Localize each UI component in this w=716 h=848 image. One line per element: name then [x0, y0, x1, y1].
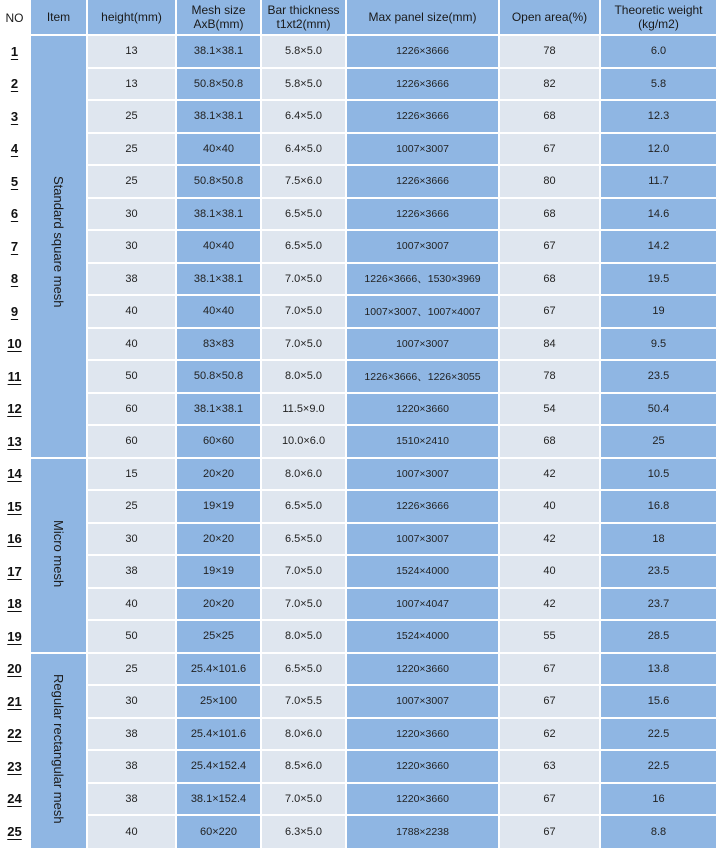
cell-theoretic-weight: 16.8 [600, 490, 716, 523]
header-max-panel-size: Max panel size(mm) [346, 0, 499, 35]
cell-height: 13 [87, 35, 176, 68]
cell-open-area: 40 [499, 555, 600, 588]
header-no: NO [0, 0, 30, 35]
table-row [0, 100, 716, 133]
cell-theoretic-weight: 23.5 [600, 360, 716, 393]
cell-open-area: 78 [499, 360, 600, 393]
cell-theoretic-weight: 13.8 [600, 653, 716, 686]
cell-theoretic-weight: 12.3 [600, 100, 716, 133]
cell-open-area: 40 [499, 490, 600, 523]
cell-height: 30 [87, 523, 176, 556]
cell-height: 25 [87, 165, 176, 198]
cell-no: 6 [0, 198, 30, 231]
cell-bar-thickness: 6.5×5.0 [261, 523, 346, 556]
cell-max-panel-size: 1007×3007 [346, 458, 499, 491]
cell-height: 25 [87, 490, 176, 523]
cell-no: 11 [0, 360, 30, 393]
cell-max-panel-size: 1007×3007 [346, 328, 499, 361]
cell-bar-thickness: 7.5×6.0 [261, 165, 346, 198]
cell-theoretic-weight: 19.5 [600, 263, 716, 296]
cell-no: 18 [0, 588, 30, 621]
category-label: Standard square mesh [51, 176, 66, 308]
cell-mesh-size: 20×20 [176, 458, 261, 491]
cell-no: 12 [0, 393, 30, 426]
cell-no: 15 [0, 490, 30, 523]
table-row [0, 133, 716, 166]
cell-mesh-size: 60×220 [176, 815, 261, 848]
cell-open-area: 67 [499, 295, 600, 328]
cell-no: 3 [0, 100, 30, 133]
table-row [0, 328, 716, 361]
cell-theoretic-weight: 50.4 [600, 393, 716, 426]
category-label: Regular rectangular mesh [51, 674, 66, 824]
table-row [0, 783, 716, 816]
cell-max-panel-size: 1007×3007 [346, 685, 499, 718]
cell-open-area: 67 [499, 685, 600, 718]
cell-bar-thickness: 7.0×5.0 [261, 328, 346, 361]
cell-max-panel-size: 1007×3007 [346, 133, 499, 166]
cell-mesh-size: 38.1×38.1 [176, 100, 261, 133]
table-row [0, 490, 716, 523]
cell-open-area: 55 [499, 620, 600, 653]
cell-height: 38 [87, 783, 176, 816]
cell-max-panel-size: 1226×3666 [346, 68, 499, 101]
table-row [0, 165, 716, 198]
cell-height: 40 [87, 295, 176, 328]
cell-open-area: 68 [499, 198, 600, 231]
cell-no: 17 [0, 555, 30, 588]
table-row [0, 425, 716, 458]
cell-height: 25 [87, 100, 176, 133]
cell-max-panel-size: 1007×3007、1007×4007 [346, 295, 499, 328]
cell-no: 10 [0, 328, 30, 361]
cell-no: 20 [0, 653, 30, 686]
cell-theoretic-weight: 5.8 [600, 68, 716, 101]
cell-bar-thickness: 6.3×5.0 [261, 815, 346, 848]
cell-open-area: 84 [499, 328, 600, 361]
category-regular-rectangular-mesh [30, 653, 87, 848]
cell-open-area: 63 [499, 750, 600, 783]
cell-height: 13 [87, 68, 176, 101]
cell-bar-thickness: 7.0×5.0 [261, 588, 346, 621]
cell-height: 30 [87, 198, 176, 231]
cell-mesh-size: 25.4×152.4 [176, 750, 261, 783]
cell-open-area: 82 [499, 68, 600, 101]
cell-bar-thickness: 10.0×6.0 [261, 425, 346, 458]
header-open-area: Open area(%) [499, 0, 600, 35]
table-row [0, 230, 716, 263]
cell-height: 38 [87, 263, 176, 296]
table-row [0, 555, 716, 588]
cell-theoretic-weight: 6.0 [600, 35, 716, 68]
cell-open-area: 42 [499, 458, 600, 491]
table-row [0, 653, 716, 686]
cell-open-area: 68 [499, 100, 600, 133]
cell-theoretic-weight: 11.7 [600, 165, 716, 198]
cell-bar-thickness: 8.0×6.0 [261, 458, 346, 491]
header-theoretic-weight [600, 0, 716, 35]
cell-theoretic-weight: 23.7 [600, 588, 716, 621]
table-row [0, 750, 716, 783]
cell-max-panel-size: 1220×3660 [346, 750, 499, 783]
cell-bar-thickness: 7.0×5.0 [261, 295, 346, 328]
cell-theoretic-weight: 28.5 [600, 620, 716, 653]
cell-height: 40 [87, 815, 176, 848]
cell-bar-thickness: 8.0×5.0 [261, 620, 346, 653]
cell-no: 19 [0, 620, 30, 653]
cell-theoretic-weight: 14.6 [600, 198, 716, 231]
cell-max-panel-size: 1226×3666 [346, 35, 499, 68]
cell-mesh-size: 20×20 [176, 523, 261, 556]
cell-bar-thickness: 6.5×5.0 [261, 198, 346, 231]
cell-max-panel-size: 1220×3660 [346, 783, 499, 816]
cell-height: 38 [87, 555, 176, 588]
header-weight-line2: (kg/m2) [638, 17, 679, 31]
cell-height: 25 [87, 133, 176, 166]
table-row [0, 458, 716, 491]
cell-open-area: 54 [499, 393, 600, 426]
cell-open-area: 67 [499, 133, 600, 166]
cell-no: 5 [0, 165, 30, 198]
cell-open-area: 62 [499, 718, 600, 751]
cell-max-panel-size: 1220×3660 [346, 393, 499, 426]
cell-mesh-size: 50.8×50.8 [176, 68, 261, 101]
table-row [0, 68, 716, 101]
category-standard-square-mesh [30, 35, 87, 458]
cell-bar-thickness: 6.5×5.0 [261, 230, 346, 263]
header-height: height(mm) [87, 0, 176, 35]
cell-theoretic-weight: 9.5 [600, 328, 716, 361]
cell-max-panel-size: 1226×3666 [346, 165, 499, 198]
cell-no: 16 [0, 523, 30, 556]
header-bar-thickness-line2: t1xt2(mm) [276, 17, 331, 31]
cell-theoretic-weight: 19 [600, 295, 716, 328]
table-row [0, 295, 716, 328]
cell-max-panel-size: 1788×2238 [346, 815, 499, 848]
cell-bar-thickness: 7.0×5.0 [261, 263, 346, 296]
cell-theoretic-weight: 16 [600, 783, 716, 816]
cell-max-panel-size: 1226×3666 [346, 198, 499, 231]
cell-mesh-size: 19×19 [176, 490, 261, 523]
cell-bar-thickness: 6.5×5.0 [261, 490, 346, 523]
cell-no: 8 [0, 263, 30, 296]
category-label: Micro mesh [51, 519, 66, 588]
cell-no: 24 [0, 783, 30, 816]
cell-bar-thickness: 6.5×5.0 [261, 653, 346, 686]
cell-mesh-size: 38.1×38.1 [176, 263, 261, 296]
cell-theoretic-weight: 14.2 [600, 230, 716, 263]
cell-max-panel-size: 1226×3666 [346, 100, 499, 133]
cell-mesh-size: 38.1×152.4 [176, 783, 261, 816]
cell-open-area: 68 [499, 263, 600, 296]
cell-bar-thickness: 5.8×5.0 [261, 68, 346, 101]
cell-mesh-size: 50.8×50.8 [176, 165, 261, 198]
cell-open-area: 67 [499, 783, 600, 816]
cell-max-panel-size: 1226×3666、1226×3055 [346, 360, 499, 393]
cell-mesh-size: 25×100 [176, 685, 261, 718]
cell-no: 7 [0, 230, 30, 263]
cell-mesh-size: 38.1×38.1 [176, 393, 261, 426]
cell-mesh-size: 38.1×38.1 [176, 198, 261, 231]
cell-open-area: 42 [499, 523, 600, 556]
table-row [0, 588, 716, 621]
cell-open-area: 80 [499, 165, 600, 198]
cell-height: 50 [87, 360, 176, 393]
cell-mesh-size: 25.4×101.6 [176, 653, 261, 686]
cell-open-area: 42 [499, 588, 600, 621]
table-header-row [0, 0, 716, 35]
cell-max-panel-size: 1220×3660 [346, 718, 499, 751]
cell-height: 38 [87, 750, 176, 783]
header-mesh-size-line1: Mesh size [191, 3, 246, 17]
cell-bar-thickness: 8.0×6.0 [261, 718, 346, 751]
cell-mesh-size: 40×40 [176, 133, 261, 166]
cell-max-panel-size: 1007×3007 [346, 523, 499, 556]
table-row [0, 523, 716, 556]
cell-bar-thickness: 8.0×5.0 [261, 360, 346, 393]
header-mesh-size-line2: AxB(mm) [193, 17, 244, 31]
cell-height: 40 [87, 588, 176, 621]
cell-open-area: 67 [499, 230, 600, 263]
cell-no: 1 [0, 35, 30, 68]
cell-max-panel-size: 1524×4000 [346, 555, 499, 588]
table-row [0, 360, 716, 393]
cell-theoretic-weight: 12.0 [600, 133, 716, 166]
cell-height: 38 [87, 718, 176, 751]
cell-max-panel-size: 1220×3660 [346, 653, 499, 686]
cell-bar-thickness: 8.5×6.0 [261, 750, 346, 783]
cell-no: 14 [0, 458, 30, 491]
cell-no: 2 [0, 68, 30, 101]
cell-bar-thickness: 6.4×5.0 [261, 133, 346, 166]
cell-open-area: 68 [499, 425, 600, 458]
cell-theoretic-weight: 22.5 [600, 718, 716, 751]
cell-max-panel-size: 1524×4000 [346, 620, 499, 653]
cell-mesh-size: 25×25 [176, 620, 261, 653]
cell-height: 15 [87, 458, 176, 491]
cell-max-panel-size: 1510×2410 [346, 425, 499, 458]
cell-theoretic-weight: 8.8 [600, 815, 716, 848]
cell-max-panel-size: 1007×3007 [346, 230, 499, 263]
table-row [0, 393, 716, 426]
cell-max-panel-size: 1226×3666、1530×3969 [346, 263, 499, 296]
cell-mesh-size: 83×83 [176, 328, 261, 361]
table-row [0, 263, 716, 296]
cell-mesh-size: 20×20 [176, 588, 261, 621]
cell-theoretic-weight: 23.5 [600, 555, 716, 588]
cell-height: 25 [87, 653, 176, 686]
table-row [0, 815, 716, 848]
cell-theoretic-weight: 25 [600, 425, 716, 458]
cell-theoretic-weight: 18 [600, 523, 716, 556]
cell-no: 9 [0, 295, 30, 328]
table-row [0, 620, 716, 653]
table-row [0, 35, 716, 68]
cell-no: 25 [0, 815, 30, 848]
cell-no: 21 [0, 685, 30, 718]
table-body [0, 35, 716, 848]
cell-height: 60 [87, 425, 176, 458]
header-bar-thickness [261, 0, 346, 35]
header-bar-thickness-line1: Bar thickness [267, 3, 340, 17]
cell-mesh-size: 40×40 [176, 295, 261, 328]
cell-bar-thickness: 7.0×5.0 [261, 555, 346, 588]
header-mesh-size [176, 0, 261, 35]
cell-no: 13 [0, 425, 30, 458]
cell-max-panel-size: 1226×3666 [346, 490, 499, 523]
cell-mesh-size: 40×40 [176, 230, 261, 263]
cell-no: 23 [0, 750, 30, 783]
cell-bar-thickness: 7.0×5.5 [261, 685, 346, 718]
table-row [0, 198, 716, 231]
table-row [0, 718, 716, 751]
cell-max-panel-size: 1007×4047 [346, 588, 499, 621]
cell-mesh-size: 60×60 [176, 425, 261, 458]
cell-open-area: 67 [499, 653, 600, 686]
cell-theoretic-weight: 15.6 [600, 685, 716, 718]
cell-mesh-size: 38.1×38.1 [176, 35, 261, 68]
cell-theoretic-weight: 10.5 [600, 458, 716, 491]
cell-height: 40 [87, 328, 176, 361]
cell-mesh-size: 25.4×101.6 [176, 718, 261, 751]
cell-height: 50 [87, 620, 176, 653]
table-row [0, 685, 716, 718]
cell-bar-thickness: 6.4×5.0 [261, 100, 346, 133]
cell-bar-thickness: 5.8×5.0 [261, 35, 346, 68]
cell-bar-thickness: 7.0×5.0 [261, 783, 346, 816]
cell-height: 30 [87, 230, 176, 263]
cell-bar-thickness: 11.5×9.0 [261, 393, 346, 426]
cell-open-area: 78 [499, 35, 600, 68]
cell-open-area: 67 [499, 815, 600, 848]
category-micro-mesh [30, 458, 87, 653]
cell-no: 22 [0, 718, 30, 751]
header-item: Item [30, 0, 87, 35]
cell-height: 30 [87, 685, 176, 718]
cell-theoretic-weight: 22.5 [600, 750, 716, 783]
cell-mesh-size: 50.8×50.8 [176, 360, 261, 393]
cell-height: 60 [87, 393, 176, 426]
cell-mesh-size: 19×19 [176, 555, 261, 588]
header-weight-line1: Theoretic weight [614, 3, 703, 17]
cell-no: 4 [0, 133, 30, 166]
